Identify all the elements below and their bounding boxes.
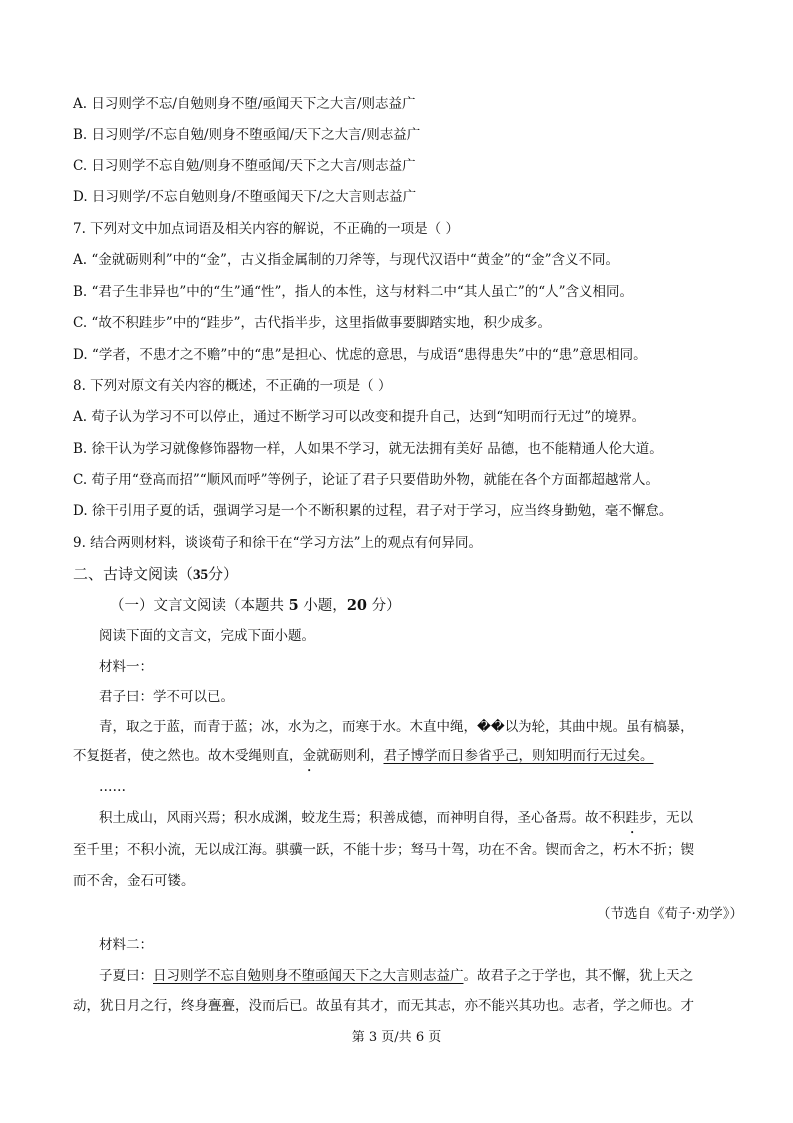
material1-para3-line1: 积土成山，风雨兴焉；积水成渊，蛟龙生焉；积善成德，而神明自得，圣心备焉。故不积跬步，无以 — [99, 810, 693, 826]
material1-para2-line1: 青，取之于蓝，而青于蓝；冰，水为之，而寒于水。木直中绳，��以为轮，其曲中规。虽有槁暴， — [99, 719, 694, 735]
material1-source: （节选自《荀子·劝学》） — [596, 906, 743, 922]
material2-para1-line2: 动，犹日月之行，终身亹亹，没而后已。故虽有其才，而无其志，亦不能兴其功也。志者，学之师也。才 — [73, 998, 694, 1014]
emphasis-dot-word: 跬 — [625, 810, 639, 826]
material1-para3-line2: 至千里；不积小流，无以成江海。骐骥一跃，不能十步；驽马十驾，功在不舍。锲而舍之，朽木不折；锲 — [73, 842, 694, 858]
material1-para1: 君子曰：学不可以已。 — [99, 689, 234, 705]
section-title: 二、古诗文阅读（35分） — [73, 565, 239, 583]
q8-option-b: B. 徐干认为学习就像修饰器物一样，人如果不学习，就无法拥有美好 品德，也不能精通人伦大道。 — [73, 441, 663, 457]
underlined-sentence: 君子博学而日参省乎己，则知明而行无过矣。 — [383, 748, 654, 764]
underlined-sentence: 日习则学不忘自勉则身不堕亟闻天下之大言则志益广 — [153, 968, 464, 984]
q6-option-b: B. 日习则学/不忘自勉/则身不堕亟闻/天下之大言/则志益广 — [73, 127, 421, 143]
material2-label: 材料二： — [99, 937, 153, 953]
emphasis-dot-word: 金 — [302, 748, 316, 764]
q7-stem: 7. 下列对文中加点词语及相关内容的解说，不正确的一项是（ ） — [73, 221, 459, 237]
q6-option-d: D. 日习则学/不忘自勉则身/不堕亟闻天下/之大言则志益广 — [73, 189, 417, 205]
q9-stem: 9. 结合两则材料，谈谈荀子和徐干在“学习方法”上的观点有何异同。 — [73, 535, 482, 551]
q8-option-a: A. 荀子认为学习不可以停止，通过不断学习可以改变和提升自己，达到“知明而行无过”的境界。 — [73, 409, 646, 425]
page-footer: 第 3 页/共 6 页 — [351, 1030, 442, 1045]
q7-option-d: D. “学者，不患才之不赡”中的“患”是担心、忧虑的意思，与成语“患得患失”中的“患”意思相同。 — [73, 347, 647, 363]
q6-option-a: A. 日习则学不忘/自勉则身不堕/亟闻天下之大言/则志益广 — [73, 96, 416, 112]
material1-para3-line3: 而不舍，金石可镂。 — [73, 873, 195, 889]
material1-label: 材料一： — [99, 659, 153, 675]
q7-option-a: A. “金就砺则利”中的“金”，古义指金属制的刀斧等，与现代汉语中“黄金”的“金”含义不同。 — [73, 252, 620, 268]
ellipsis: …… — [99, 779, 126, 795]
q6-option-c: C. 日习则学不忘自勉/则身不堕亟闻/天下之大言/则志益广 — [73, 158, 416, 174]
garbled-glyphs: �� — [477, 719, 505, 735]
material2-para1-line1: 子夏曰：日习则学不忘自勉则身不堕亟闻天下之大言则志益广。故君子之于学也，其不懈，犹上天之 — [99, 968, 693, 984]
q7-option-b: B. “君子生非异也”中的“生”通“性”，指人的本性，这与材料二中“其人虽亡”的“人”含义相同。 — [73, 284, 634, 300]
reading-instruction: 阅读下面的文言文，完成下面小题。 — [99, 628, 315, 644]
q7-option-c: C. “故不积跬步”中的“跬步”，古代指半步，这里指做事要脚踏实地，积少成多。 — [73, 315, 552, 331]
q8-option-c: C. 荀子用“登高而招”“顺风而呼”等例子，论证了君子只要借助外物，就能在各个方面都超越常人。 — [73, 472, 660, 488]
q8-stem: 8. 下列对原文有关内容的概述，不正确的一项是（ ） — [73, 378, 392, 394]
q8-option-d: D. 徐干引用子夏的话，强调学习是一个不断积累的过程，君子对于学习，应当终身勤勉，毫不懈怠。 — [73, 503, 673, 519]
subsection-title: （一）文言文阅读（本题共 5 小题，20 分） — [110, 597, 401, 614]
material1-para2-line2: 不复挺者，使之然也。故木受绳则直，金就砺则利，君子博学而日参省乎己，则知明而行无过矣。 — [73, 748, 654, 764]
